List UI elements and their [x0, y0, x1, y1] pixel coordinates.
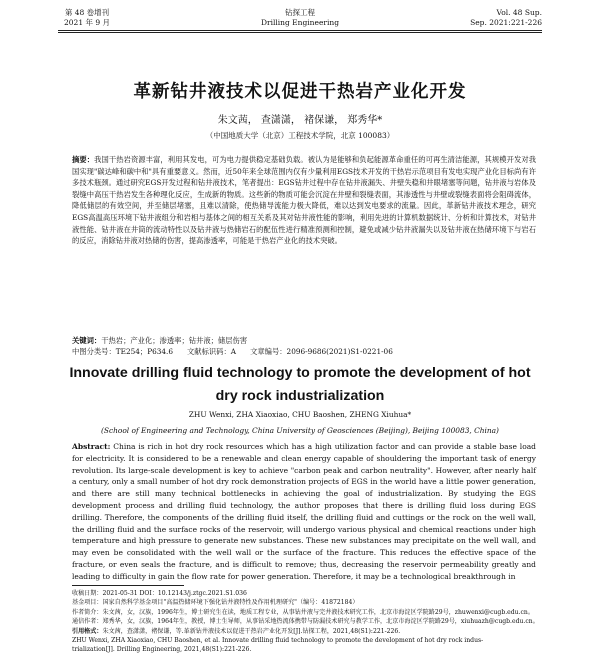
- header-rule: [58, 30, 542, 31]
- citation-en-line1: ZHU Wenxi, ZHA Xiaoxiao, CHU Baoshen, et al. Innovate drilling fluid technology to promote the development of hot dry rock indus-: [72, 637, 484, 645]
- affiliation-cn: （中国地质大学（北京）工程技术学院，北京 100083）: [205, 131, 395, 140]
- abstract-cn-label: 摘要：: [72, 155, 95, 164]
- publication-date: 2021 年 9 月: [64, 18, 111, 27]
- abstract-cn-text: 我国干热岩资源丰富，利用其发电，可为电力提供稳定基础负载。被认为是能够和负起能源革命重任的可再生清洁能源，其规模开发对我国实现"碳达峰和碳中和"具有重要意义。然而，近50年来全球范围内仅有少量利用EGS技术开发的干热岩示范项目有发电实现产业化目标尚有许多技术瓶颈。通过研究EGS开发过程和钻井液技术，笔者提出：EGS钻井过程中存在钻井液漏失、井壁失稳和井眼堵塞等问题，钻井液与岩体及裂缝中高压干热岩发生各种理化反应，生成新的物质。这些新的物质可能会沉淀在井壁和裂缝表面，其渗透性与井壁或裂缝表面将会阻碍流体，降低储层的有效空间，并至储层堵塞，且难以清除，使热储导流能力极大降低，难以达到发电要求的流量。因此，革新钻井液技术理念，研究EGS高温高压环境下钻井液组分和岩相与基体之间的相互关系及其对钻井液性能的影响，利用先进的计算机数据统计、分析和计算技术，对钻井液性能、钻井液在井筒的流动特性以及钻井液与热储岩石的配伍性进行精准预测和控制，避免或减少钻井液漏失以及钻井液在热储环境下与岩石的反应，消除钻井液对热储的伤害，提高渗透率，可能是干热岩产业化的技术突破。: [72, 155, 537, 246]
- citation-label: 引用格式：: [72, 627, 103, 635]
- keywords-cn: [72, 335, 536, 346]
- footnote-citation: [72, 627, 540, 636]
- document-code: 文献标识码：A: [187, 347, 237, 356]
- keywords-cn-label: 关键词：: [72, 336, 102, 345]
- abstract-en-text: China is rich in hot dry rock resources which has a high utilization factor and can provide a stable base load for electricity. It is considered to be a renewable and clean energy capable of shouldering the important task of energy revolution. Its large-scale development is key to achieve "carbon peak and carbon neutrality". However, after nearly half a century, only a small number of hot dry rock demonstration projects of EGS in the world have a little power generation, and there are still many technical bottlenecks in achieving the goal of industrialization. By studying the EGS development process and drilling fluid technology, the author proposes that there is drilling fluid loss during EGS drilling. Therefore, the components of the drilling fluid itself, the drilling fluid and cuttings or the rock on the well wall, the drilling fluid and the surface rocks of the reservoir, will undergo various physical and chemical reactions under high temperature and high pressure to generate new substances. These new substances may precipitate on the well wall, and may even be consolidated with the well wall or the surface of the fracture. This reduces the effective space of the fracture, or even seals the fracture, and is difficult to remove; thus, decreasing the reservoir permeability greatly and leading to difficulty in gain the flow rate for power generation. Therefore, it may be a technological breakthrough in: [72, 442, 536, 581]
- footnote-fund: 基金项目：国家自然科学基金项目"高温热储环境下强化钻井液特性及作用机理研究"（编号：41872184）: [72, 599, 359, 607]
- abstract-en-label: Abstract:: [72, 442, 111, 451]
- pages-en: Sep. 2021:221-226: [470, 18, 542, 27]
- journal-name-en: Drilling Engineering: [260, 18, 340, 27]
- abstract-cn: [72, 154, 536, 247]
- footnotes: [72, 589, 540, 655]
- authors-en: ZHU Wenxi, ZHA Xiaoxiao, CHU Baoshen, ZHENG Xiuhua*: [188, 410, 412, 419]
- volume-issue: 第 48 卷增刊: [64, 8, 110, 17]
- article-number: 文章编号：2096-9686(2021)S1-0221-06: [250, 347, 393, 356]
- citation-cn: 朱文茜，查潇潇，褚保谦，等.革新钻井液技术以促进干热岩产业化开发[J].钻探工程，2021,48(S1):221-226.: [102, 627, 401, 635]
- volume-en: Vol. 48 Sup.: [496, 8, 542, 17]
- journal-volume-en: [470, 8, 542, 28]
- footnote-corresponding: 通信作者：郑秀华，女，汉族，1964年生，教授，博士生导师，从事钻采地热流体携带与防漏技术研究与教学工作，北京市海淀区学院路29号，xiuhuazh@cugb.edu.cn。: [72, 618, 539, 626]
- footnote-received: 收稿日期：2021-05-31 DOI：10.12143/j.ztgc.2021.S1.036: [72, 590, 247, 597]
- abstract-en: [72, 441, 536, 583]
- authors-cn: 朱文茜， 查潇潇， 褚保谦， 郑秀华*: [217, 115, 383, 126]
- clc-number: 中图分类号：TE254；P634.6: [72, 347, 173, 356]
- citation-en-line2: trialization[J]. Drilling Engineering, 2021,48(S1):221-226.: [72, 646, 252, 654]
- header-rule-thin: [58, 32, 542, 33]
- footnote-author-bio: 作者简介：朱文茜，女，汉族，1996年生，博士研究生在读，地质工程专业，从事钻井液与完井液技术研究工作，北京市海淀区学院路29号，zhuwenxi@cugb.edu.cn。: [72, 608, 534, 616]
- paper-title-en: Innovate drilling fluid technology to promote the development of hot dry rock industrialization: [69, 365, 531, 404]
- affiliation-en: (School of Engineering and Technology, China University of Geosciences (Beijing), Beijing 100083, China): [101, 426, 499, 435]
- footnote-rule: [72, 585, 184, 586]
- keywords-cn-text: 干热岩；产业化；渗透率；钻井液；储层伤害: [101, 336, 248, 345]
- classification-row: [72, 346, 536, 357]
- paper-title-cn: 革新钻井液技术以促进干热岩产业化开发: [133, 82, 467, 102]
- journal-name-cn: 钻探工程: [285, 8, 315, 17]
